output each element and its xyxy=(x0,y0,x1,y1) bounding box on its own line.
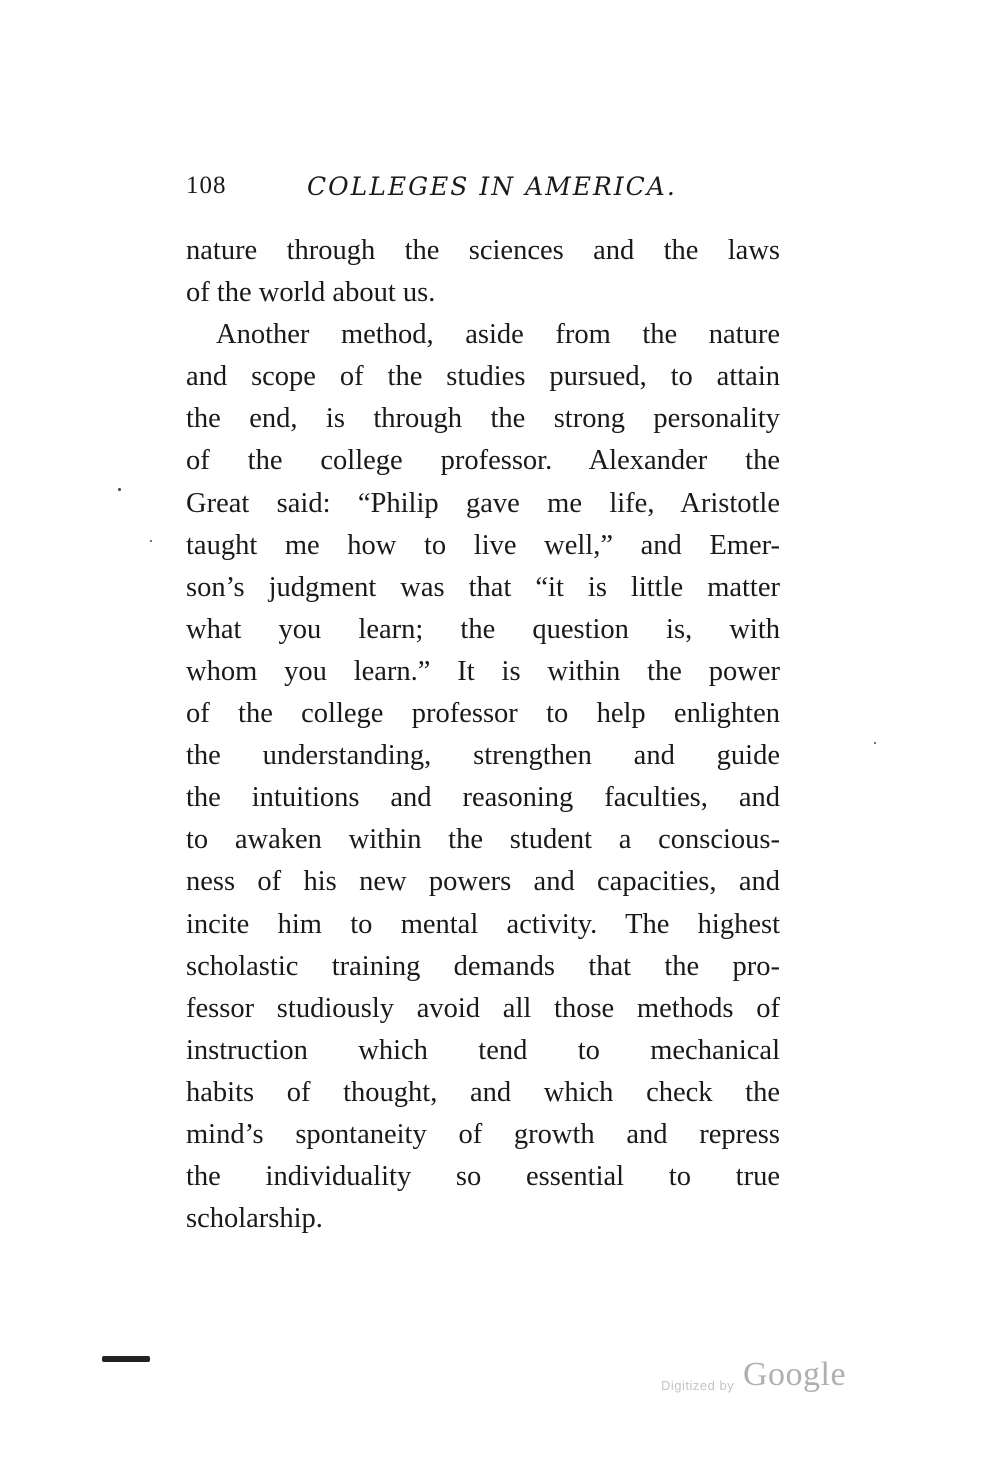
running-title: COLLEGES IN AMERICA. xyxy=(307,172,677,201)
text-line: fessor studiously avoid all those methods of xyxy=(186,992,780,1024)
scan-speck xyxy=(150,540,152,542)
watermark-prefix: Digitized by xyxy=(661,1378,735,1393)
text-line: the understanding, strengthen and guide xyxy=(186,740,780,772)
scan-speck xyxy=(874,742,876,744)
text-line: and scope of the studies pursued, to attain xyxy=(186,361,780,393)
scan-mark xyxy=(102,1356,150,1362)
text-line: instruction which tend to mechanical xyxy=(186,1034,780,1066)
text-line: to awaken within the student a conscious- xyxy=(186,824,780,856)
text-line: taught me how to live well,” and Emer- xyxy=(186,529,780,561)
text-line: son’s judgment was that “it is little matter xyxy=(186,571,780,603)
text-line: scholastic training demands that the pro- xyxy=(186,950,780,982)
text-line: the individuality so essential to true xyxy=(186,1161,780,1193)
text-line: of the world about us. xyxy=(186,277,436,309)
text-line: ness of his new powers and capacities, and xyxy=(186,866,780,898)
text-line: whom you learn.” It is within the power xyxy=(186,655,780,687)
text-line: nature through the sciences and the laws xyxy=(186,235,780,266)
text-line: Another method, aside from the nature xyxy=(216,319,780,351)
scan-speck xyxy=(118,488,121,491)
text-line: mind’s spontaneity of growth and repress xyxy=(186,1118,780,1150)
google-logo: Google xyxy=(743,1356,847,1393)
text-line: of the college professor. Alexander the xyxy=(186,445,780,477)
page-number: 108 xyxy=(186,172,227,199)
text-line: scholarship. xyxy=(186,1203,323,1235)
text-line: Great said: “Philip gave me life, Aristotle xyxy=(186,487,780,519)
text-line: the end, is through the strong personality xyxy=(186,403,780,435)
digitizer-watermark xyxy=(661,1356,861,1400)
body-text xyxy=(186,230,780,1240)
text-line: what you learn; the question is, with xyxy=(186,613,780,645)
text-line: incite him to mental activity. The highest xyxy=(186,908,780,940)
text-line: habits of thought, and which check the xyxy=(186,1076,780,1108)
text-line: the intuitions and reasoning faculties, and xyxy=(186,782,780,814)
text-line: of the college professor to help enlighten xyxy=(186,698,780,730)
running-head xyxy=(186,172,786,208)
